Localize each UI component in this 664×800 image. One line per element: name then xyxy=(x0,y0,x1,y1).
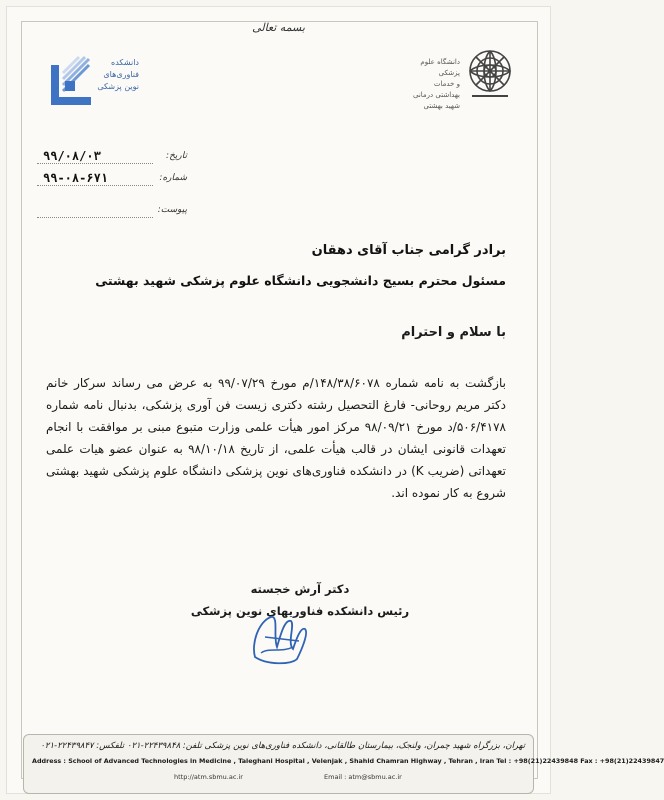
attachment-line xyxy=(37,217,153,218)
number-line xyxy=(37,185,153,186)
school-logo-text: دانشکده فناوری‌های نوین پزشکی xyxy=(97,58,139,91)
signatory-name: دکتر آرش خجسته xyxy=(250,582,350,596)
signatory-title: رئیس دانشکده فناوریهای نوین پزشکی xyxy=(190,604,410,618)
letter-page xyxy=(6,6,664,794)
attachment-label: پیوست: xyxy=(157,205,187,215)
letter-body-paragraph: بازگشت به نامه شماره ۱۴۸/۳۸/۶۰۷۸/م مورخ ۹۹/۰۷/۲۹ به عرض می رساند سرکار خانم دکتر مریم روحانی- فارغ التحصیل رشته دکتری زیست فن آوری پزشکی، بدنبال نامه شماره ۵۰۶/۴۱۷۸/د مورخ ۹۸/۰۹/۲۱ مرکز امور هیأت علمی وزارت متبوع مبنی بر موافقت با انجام تعهدات قانونی ایشان در قالب هیأت علمی، از تاریخ ۹۸/۱۰/۱۸ به عنوان عضو هیات علمی تعهداتی (ضریب K) در دانشکده فناوری‌های نوین پزشکی دانشگاه علوم پزشکی شهید بهشتی شروع به کار نموده اند. xyxy=(46,376,506,500)
number-row xyxy=(37,171,187,189)
date-value: ۹۹/۰۸/۰۳ xyxy=(43,149,101,163)
footer-email: Email : atm@sbmu.ac.ir xyxy=(324,773,402,781)
date-label: تاریخ: xyxy=(166,151,187,161)
basmala-heading: بسمه تعالی xyxy=(252,21,305,34)
number-value: ۹۹-۰۸-۶۷۱ xyxy=(43,171,109,185)
university-logo-text: دانشگاه علوم پزشکی و خدمات بهداشتی درمانی شهید بهشتی xyxy=(413,58,460,110)
university-logo xyxy=(408,45,518,123)
number-label: شماره: xyxy=(159,173,187,183)
school-logo xyxy=(49,47,137,117)
university-rosette-icon xyxy=(462,45,518,105)
letter-body xyxy=(46,372,506,504)
addressee-title: مسئول محترم بسیج دانشجویی دانشگاه علوم پزشکی شهید بهشتی xyxy=(95,273,506,288)
greeting: با سلام و احترام xyxy=(401,325,506,340)
attachment-row xyxy=(37,203,187,221)
letter-footer xyxy=(23,734,664,794)
footer-address-fa: تهران، بزرگراه شهید چمران، ولنجک، بیمارستان طالقانی، دانشکده فناوری‌های نوین پزشکی تلفن: ۲۲۴۳۹۸۴۸-۰۲۱ تلفکس: ۲۲۴۳۹۸۴۷-۰۲۱ xyxy=(40,741,525,751)
handwritten-signature xyxy=(247,607,317,669)
date-row xyxy=(37,149,187,167)
footer-address-en: Address : School of Advanced Technologies in Medicine , Taleghani Hospital , Velenjak , Shahid Chamran Highway , Tehran , Iran Tel : +98(21)22439848 Fax : +98(21)22439847 xyxy=(32,757,664,765)
school-logo-icon xyxy=(49,47,93,109)
date-line xyxy=(37,163,153,164)
footer-website: http://atm.sbmu.ac.ir xyxy=(174,773,243,781)
addressee-name: برادر گرامی جناب آقای دهقان xyxy=(311,243,506,258)
